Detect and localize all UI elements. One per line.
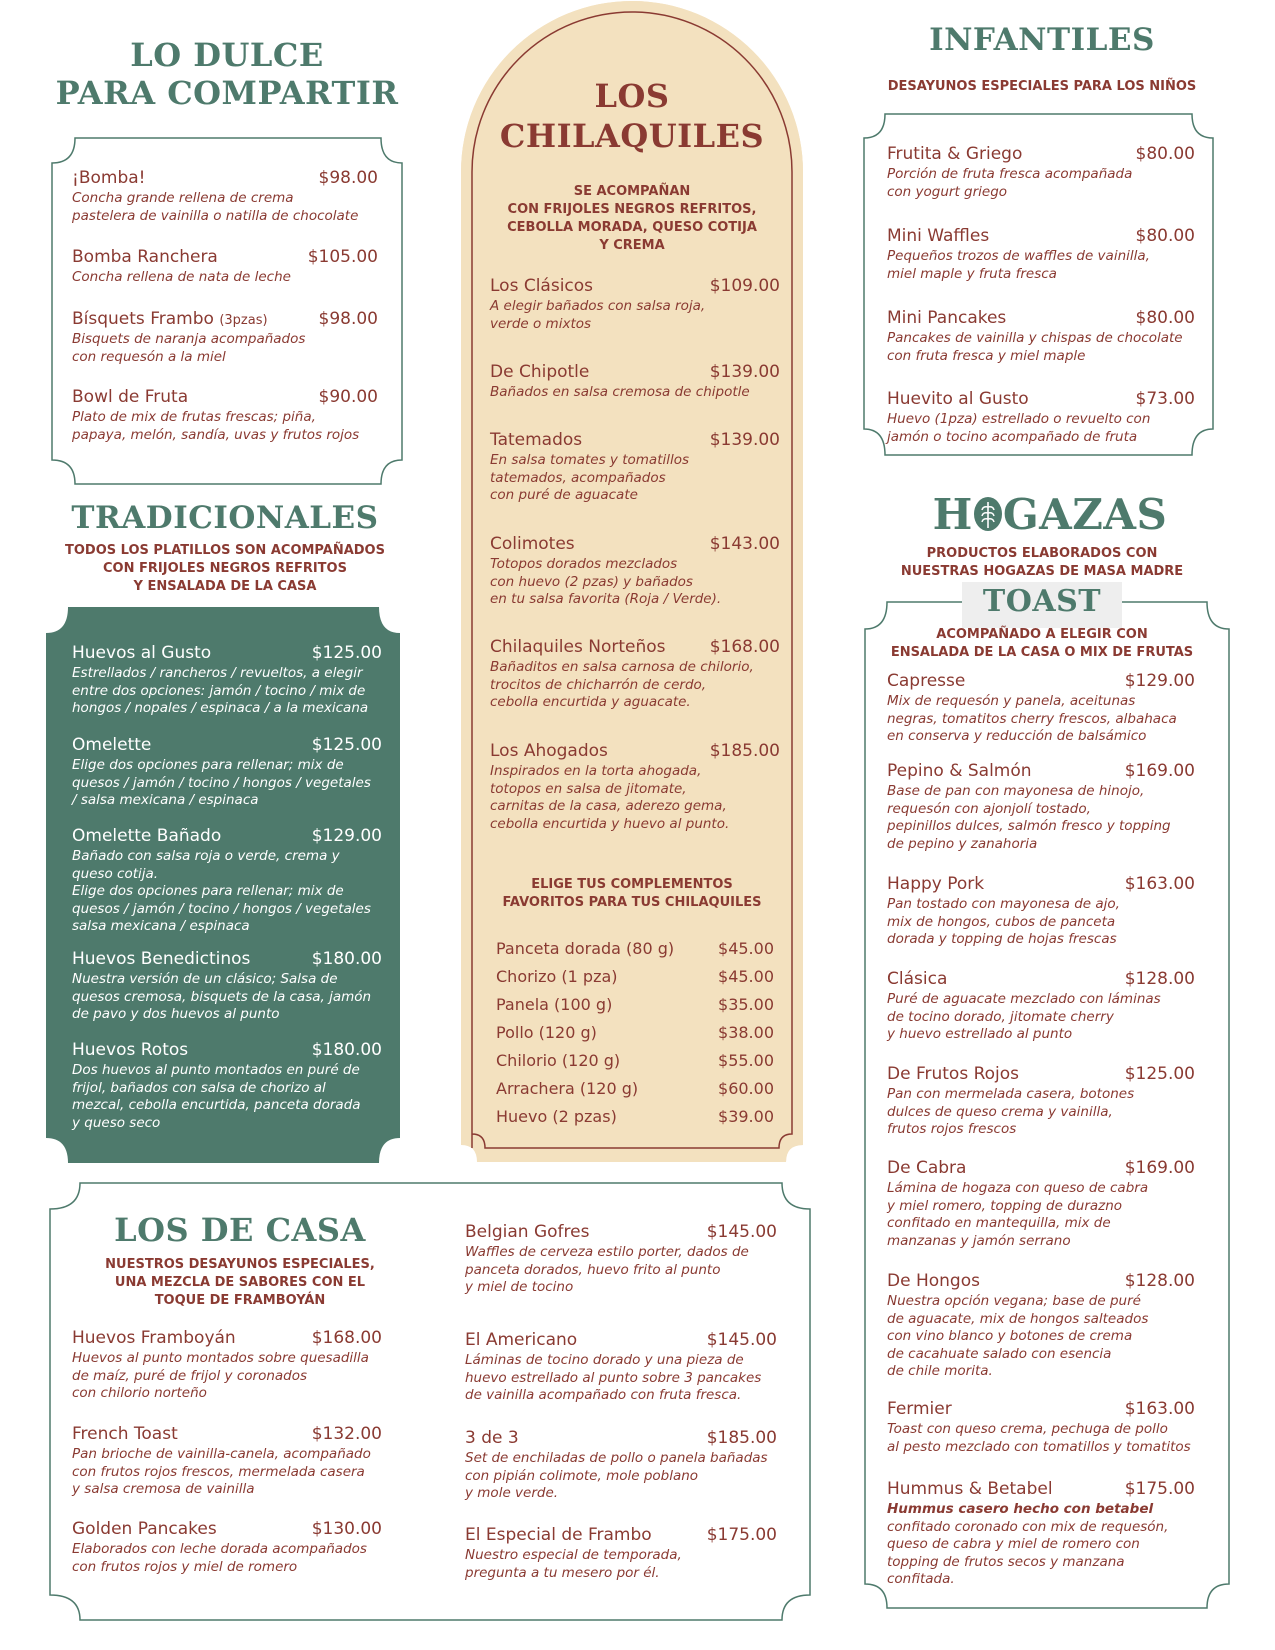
tradicionales-item <box>72 1040 382 1132</box>
item-price: $145.00 <box>706 1330 777 1350</box>
item-desc: Dos huevos al punto montados en puré de frijol, bañados con salsa de chorizo al mezcal, cebolla encurtida, panceta dorada y queso seco <box>72 1062 361 1131</box>
casa-item <box>72 1519 382 1576</box>
dulce-title-line2: PARA COMPARTIR <box>55 74 399 113</box>
tradicionales-item <box>72 735 382 810</box>
subtitle-line: SE ACOMPAÑAN <box>573 184 691 199</box>
item-desc-strong: Hummus casero hecho con betabel <box>887 1501 1154 1517</box>
item-desc: En salsa tomates y tomatillos tatemados, acompañados con puré de aguacate <box>490 452 690 503</box>
dulce-item <box>72 168 378 225</box>
chilaquiles-item <box>490 534 780 609</box>
item-name: Hummus & Betabel <box>887 1479 1053 1499</box>
subtitle-line: CON FRIJOLES NEGROS REFRITOS, <box>507 202 757 217</box>
item-price: $98.00 <box>318 309 378 329</box>
item-price: $80.00 <box>1135 226 1195 246</box>
tradicionales-item <box>72 643 382 718</box>
casa-item <box>465 1428 777 1503</box>
infantiles-item <box>887 308 1195 365</box>
item-name: Bomba Ranchera <box>72 247 218 267</box>
subtitle-line: CEBOLLA MORADA, QUESO COTIJA <box>507 220 757 235</box>
item-price: $130.00 <box>311 1519 382 1539</box>
casa-item <box>465 1330 777 1405</box>
item-name: Capresse <box>887 671 966 691</box>
subtitle-line: PRODUCTOS ELABORADOS CON <box>926 546 1158 561</box>
complemento-name: Panceta dorada (80 g) <box>496 939 675 958</box>
tradicionales-title: TRADICIONALES <box>71 500 379 536</box>
tradicionales-subtitle <box>40 542 410 596</box>
item-desc: Pan con mermelada casera, botones dulces de queso crema y vainilla, frutos rojos frescos <box>887 1086 1135 1137</box>
complemento-row <box>496 1079 774 1098</box>
subtitle-line: CON FRIJOLES NEGROS REFRITOS <box>103 561 347 576</box>
subtitle-line: TODOS LOS PLATILLOS SON ACOMPAÑADOS <box>65 543 385 558</box>
subtitle-line: ENSALADA DE LA CASA O MIX DE FRUTAS <box>890 645 1194 660</box>
item-price: $128.00 <box>1124 969 1195 989</box>
item-name: Frutita & Griego <box>887 144 1023 164</box>
item-price: $125.00 <box>311 735 382 755</box>
item-desc: Bañaditos en salsa carnosa de chilorio, trocitos de chicharrón de cerdo, cebolla encurtida y aguacate. <box>490 659 754 710</box>
item-desc: Huevos al punto montados sobre quesadilla de maíz, puré de frijol y coronados con chilorio norteño <box>72 1350 369 1401</box>
chilaquiles-title-line1: LOS <box>594 77 670 115</box>
subtitle-line: ELIGE TUS COMPLEMENTOS <box>531 877 733 892</box>
item-price: $98.00 <box>318 168 378 188</box>
complemento-row <box>496 995 774 1014</box>
item-price: $132.00 <box>311 1424 382 1444</box>
item-name: Huevito al Gusto <box>887 389 1029 409</box>
hogazas-item <box>887 1158 1195 1250</box>
item-name: Golden Pancakes <box>72 1519 217 1539</box>
item-price: $139.00 <box>709 430 780 450</box>
item-desc: A elegir bañados con salsa roja, verde o mixtos <box>490 298 706 332</box>
item-desc: Pancakes de vainilla y chispas de chocolate con fruta fresca y miel maple <box>887 330 1183 364</box>
item-desc: Puré de aguacate mezclado con láminas de tocino dorado, jitomate cherry y huevo estrellado al punto <box>887 991 1161 1042</box>
item-price: $163.00 <box>1124 1399 1195 1419</box>
item-price: $185.00 <box>706 1428 777 1448</box>
item-price: $175.00 <box>706 1525 777 1545</box>
subtitle-line: Y ENSALADA DE LA CASA <box>133 579 317 594</box>
item-desc: Huevo (1pza) estrellado o revuelto con jamón o tocino acompañado de fruta <box>887 411 1151 445</box>
complemento-price: $39.00 <box>718 1107 774 1126</box>
item-desc <box>887 1501 1195 1589</box>
item-name: De Frutos Rojos <box>887 1064 1020 1084</box>
complemento-name: Chilorio (120 g) <box>496 1051 621 1070</box>
item-desc: Pan tostado con mayonesa de ajo, mix de hongos, cubos de panceta dorada y topping de hojas frescas <box>887 896 1120 947</box>
hogazas-item <box>887 1479 1195 1589</box>
item-desc: Set de enchiladas de pollo o panela bañadas con pipián colimote, mole poblano y mole verde. <box>465 1450 768 1501</box>
item-desc: Pequeños trozos de waffles de vainilla, miel maple y fruta fresca <box>887 248 1150 282</box>
item-price: $169.00 <box>1124 1158 1195 1178</box>
hogazas-item <box>887 761 1195 853</box>
dulce-item <box>72 247 378 287</box>
infantiles-item <box>887 389 1195 446</box>
item-name: Bowl de Fruta <box>72 387 189 407</box>
item-desc: Bañado con salsa roja o verde, crema y queso cotija. Elige dos opciones para rellenar; mix de quesos / jamón / tocino / hongos / vegetales salsa mexicana / espinaca <box>72 848 371 934</box>
item-desc: Nuestra opción vegana; base de puré de aguacate, mix de hongos salteados con vino blanco y botones de crema de cacahuate salado con esencia de chile morita. <box>887 1293 1149 1379</box>
item-price: $125.00 <box>311 643 382 663</box>
item-name: Mini Waffles <box>887 226 990 246</box>
item-name: Clásica <box>887 969 948 989</box>
item-name: ¡Bomba! <box>72 168 146 188</box>
complemento-name: Chorizo (1 pza) <box>496 967 618 986</box>
item-desc: Lámina de hogaza con queso de cabra y miel romero, topping de durazno confitado en mantequilla, mix de manzanas y jamón serrano <box>887 1180 1149 1249</box>
complemento-price: $38.00 <box>718 1023 774 1042</box>
item-desc: Toast con queso crema, pechuga de pollo al pesto mezclado con tomatillos y tomatitos <box>887 1421 1191 1455</box>
item-desc: Totopos dorados mezclados con huevo (2 pzas) y bañados en tu salsa favorita (Roja / Verde). <box>490 556 722 607</box>
item-name: Huevos Framboyán <box>72 1328 236 1348</box>
complemento-row <box>496 1023 774 1042</box>
complemento-price: $45.00 <box>718 967 774 986</box>
dulce-title-line1: LO DULCE <box>130 36 324 74</box>
item-desc: Base de pan con mayonesa de hinojo, requesón con ajonjolí tostado, pepinillos dulces, salmón fresco y topping de pepino y zanahoria <box>887 783 1171 852</box>
item-price: $180.00 <box>311 1040 382 1060</box>
chilaquiles-title <box>470 76 794 156</box>
dulce-item <box>72 309 378 366</box>
chilaquiles-item <box>490 741 780 833</box>
item-price: $90.00 <box>318 387 378 407</box>
complemento-row <box>496 1051 774 1070</box>
item-price: $109.00 <box>709 276 780 296</box>
infantiles-item <box>887 144 1195 201</box>
subtitle-line: FAVORITOS PARA TUS CHILAQUILES <box>502 895 762 910</box>
item-name: Omelette <box>72 735 152 755</box>
item-qty: (3pzas) <box>219 313 268 328</box>
chilaquiles-title-line2: CHILAQUILES <box>499 117 765 155</box>
item-price: $145.00 <box>706 1222 777 1242</box>
item-price: $129.00 <box>311 826 382 846</box>
item-name: Huevos Benedictinos <box>72 949 251 969</box>
chilaquiles-item <box>490 362 780 402</box>
item-name: De Cabra <box>887 1158 967 1178</box>
item-desc: Láminas de tocino dorado y una pieza de huevo estrellado al punto sobre 3 pancakes de vainilla acompañado con fruta fresca. <box>465 1352 762 1403</box>
item-price: $73.00 <box>1135 389 1195 409</box>
hogazas-note <box>860 626 1224 662</box>
subtitle-line: ACOMPAÑADO A ELEGIR CON <box>936 627 1148 642</box>
complemento-name: Pollo (120 g) <box>496 1023 597 1042</box>
hogazas-title-post: GAZAS <box>1002 490 1168 539</box>
hogazas-item <box>887 1399 1195 1456</box>
item-name: Belgian Gofres <box>465 1222 590 1242</box>
chilaquiles-item <box>490 430 780 505</box>
casa-item <box>465 1525 777 1582</box>
item-name: Los Ahogados <box>490 741 608 761</box>
item-desc: Inspirados en la torta ahogada, totopos en salsa de jitomate, carnitas de la casa, aderezo gema, cebolla encurtida y huevo al punto. <box>490 763 730 832</box>
hogazas-item <box>887 1271 1195 1381</box>
hogazas-subtitle <box>860 545 1224 581</box>
chilaquiles-subtitle <box>470 183 794 255</box>
item-name: 3 de 3 <box>465 1428 519 1448</box>
item-price: $128.00 <box>1124 1271 1195 1291</box>
item-desc: Bisquets de naranja acompañados con requesón a la miel <box>72 331 306 365</box>
complemento-name: Huevo (2 pzas) <box>496 1107 617 1126</box>
item-desc-rest: confitado coronado con mix de requesón, queso de cabra y miel de romero con topping de frutos secos y manzana confitada. <box>887 1518 1169 1587</box>
wheat-icon <box>973 496 1003 532</box>
item-desc: Pan brioche de vainilla-canela, acompañado con frutos rojos frescos, mermelada casera y salsa cremosa de vainilla <box>72 1446 371 1497</box>
infantiles-title: INFANTILES <box>929 22 1155 58</box>
chilaquiles-item <box>490 276 780 333</box>
hogazas-item <box>887 1064 1195 1139</box>
item-desc: Mix de requesón y panela, aceitunas negras, tomatitos cherry frescos, albahaca en conserva y reducción de balsámico <box>887 693 1177 744</box>
tradicionales-item <box>72 949 382 1024</box>
item-desc: Elaborados con leche dorada acompañados con frutos rojos y miel de romero <box>72 1541 367 1575</box>
item-name: Colimotes <box>490 534 575 554</box>
item-desc: Concha grande rellena de crema pastelera de vainilla o natilla de chocolate <box>72 190 359 224</box>
item-name: Huevos Rotos <box>72 1040 189 1060</box>
item-desc: Waffles de cerveza estilo porter, dados de panceta dorados, huevo frito al punto y miel de tocino <box>465 1244 749 1295</box>
item-price: $80.00 <box>1135 144 1195 164</box>
item-name: French Toast <box>72 1424 178 1444</box>
hogazas-item <box>887 969 1195 1044</box>
toast-label: TOAST <box>982 584 1102 619</box>
item-price: $163.00 <box>1124 874 1195 894</box>
complemento-row <box>496 1107 774 1126</box>
complementos-title <box>470 876 794 912</box>
item-desc: Nuestro especial de temporada, pregunta a tu mesero por él. <box>465 1547 682 1581</box>
hogazas-item <box>887 671 1195 746</box>
item-name: Los Clásicos <box>490 276 594 296</box>
hogazas-title <box>870 490 1230 539</box>
complemento-price: $45.00 <box>718 939 774 958</box>
item-name: El Americano <box>465 1330 578 1350</box>
item-name: Pepino & Salmón <box>887 761 1032 781</box>
item-desc: Estrellados / rancheros / revueltos, a elegir entre dos opciones: jamón / tocino / mix de hongos / nopales / espinaca / a la mexicana <box>72 665 369 716</box>
item-price: $168.00 <box>311 1328 382 1348</box>
item-desc: Porción de fruta fresca acompañada con yogurt griego <box>887 166 1133 200</box>
casa-subtitle <box>60 1256 420 1310</box>
subtitle-line: NUESTRAS HOGAZAS DE MASA MADRE <box>900 564 1184 579</box>
subtitle-line: NUESTROS DESAYUNOS ESPECIALES, <box>105 1257 375 1272</box>
item-price: $80.00 <box>1135 308 1195 328</box>
item-desc: Concha rellena de nata de leche <box>72 269 291 285</box>
item-name: Huevos al Gusto <box>72 643 212 663</box>
tradicionales-item <box>72 826 382 936</box>
item-price: $169.00 <box>1124 761 1195 781</box>
item-name: Tatemados <box>490 430 583 450</box>
complemento-name: Panela (100 g) <box>496 995 613 1014</box>
casa-title: LOS DE CASA <box>114 1211 366 1249</box>
subtitle-line: Y CREMA <box>599 238 665 253</box>
complemento-row <box>496 939 774 958</box>
item-price: $168.00 <box>709 637 780 657</box>
item-name: De Chipotle <box>490 362 590 382</box>
item-name-text: Bísquets Frambo <box>72 309 214 329</box>
item-price: $143.00 <box>709 534 780 554</box>
casa-item <box>465 1222 777 1297</box>
infantiles-item <box>887 226 1195 283</box>
item-price: $129.00 <box>1124 671 1195 691</box>
item-name: Fermier <box>887 1399 952 1419</box>
item-name: Happy Pork <box>887 874 985 894</box>
dulce-title <box>52 36 402 113</box>
chilaquiles-item <box>490 637 780 712</box>
item-desc: Nuestra versión de un clásico; Salsa de quesos cremosa, bisquets de la casa, jamón de pavo y dos huevos al punto <box>72 971 372 1022</box>
hogazas-item <box>887 874 1195 949</box>
casa-item <box>72 1424 382 1499</box>
subtitle-line: UNA MEZCLA DE SABORES CON EL <box>114 1275 366 1290</box>
item-price: $175.00 <box>1124 1479 1195 1499</box>
complemento-name: Arrachera (120 g) <box>496 1079 639 1098</box>
hogazas-title-pre: H <box>932 490 973 539</box>
complemento-price: $60.00 <box>718 1079 774 1098</box>
item-price: $105.00 <box>307 247 378 267</box>
subtitle-line: TOQUE DE FRAMBOYÁN <box>154 1293 326 1308</box>
item-name: De Hongos <box>887 1271 980 1291</box>
complemento-price: $55.00 <box>718 1051 774 1070</box>
casa-item <box>72 1328 382 1403</box>
item-desc: Plato de mix de frutas frescas; piña, papaya, melón, sandía, uvas y frutos rojos <box>72 409 360 443</box>
item-name: Omelette Bañado <box>72 826 222 846</box>
complemento-price: $35.00 <box>718 995 774 1014</box>
complemento-row <box>496 967 774 986</box>
item-name: El Especial de Frambo <box>465 1525 652 1545</box>
item-name: Chilaquiles Norteños <box>490 637 666 657</box>
item-name: Mini Pancakes <box>887 308 1007 328</box>
item-price: $125.00 <box>1124 1064 1195 1084</box>
item-price: $139.00 <box>709 362 780 382</box>
item-desc: Elige dos opciones para rellenar; mix de quesos / jamón / tocino / hongos / vegetales / salsa mexicana / espinaca <box>72 757 371 808</box>
dulce-item <box>72 387 378 444</box>
item-price: $185.00 <box>709 741 780 761</box>
item-desc: Bañados en salsa cremosa de chipotle <box>490 384 750 400</box>
infantiles-subtitle: DESAYUNOS ESPECIALES PARA LOS NIÑOS <box>887 79 1197 94</box>
item-price: $180.00 <box>311 949 382 969</box>
